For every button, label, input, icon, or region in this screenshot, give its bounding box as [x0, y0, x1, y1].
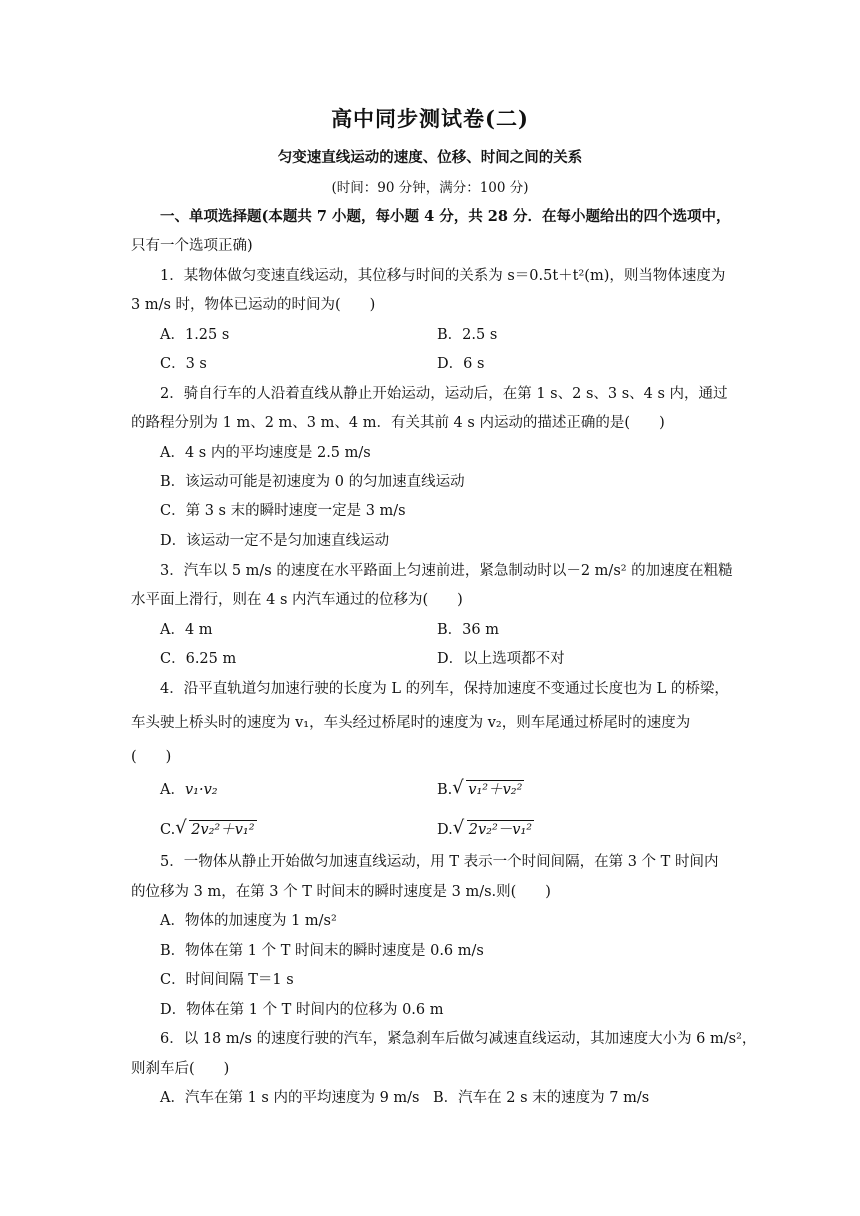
- q2-line2: 的路程分别为 1 m、2 m、3 m、4 m．有关其前 4 s 内运动的描述正确的是( ): [131, 415, 665, 431]
- q3-option-a: A．4 m: [160, 622, 213, 638]
- section-heading-line2: 只有一个选项正确): [131, 238, 253, 254]
- q4-line2: 车头驶上桥头时的速度为 v₁，车头经过桥尾时的速度为 v₂，则车尾通过桥尾时的速度为: [131, 715, 691, 731]
- q4-option-d-label: D.: [437, 822, 453, 838]
- q5-option-d: D．物体在第 1 个 T 时间内的位移为 0.6 m: [160, 1002, 444, 1018]
- q2-option-b: B．该运动可能是初速度为 0 的匀加速直线运动: [160, 474, 465, 490]
- q5-line2: 的位移为 3 m，在第 3 个 T 时间末的瞬时速度是 3 m/s.则( ): [131, 884, 551, 900]
- section-heading-line1: 一、单项选择题(本题共 7 小题，每小题 4 分，共 28 分．在每小题给出的四个选项中，: [160, 208, 731, 225]
- q2-option-d: D．该运动一定不是匀加速直线运动: [160, 533, 390, 549]
- page-title: 高中同步测试卷(二): [331, 106, 529, 131]
- q5-option-c: C．时间间隔 T＝1 s: [160, 972, 294, 988]
- q3-line2: 水平面上滑行，则在 4 s 内汽车通过的位移为( ): [131, 592, 463, 608]
- q4-option-a: [160, 780, 218, 800]
- q6-option-a: A．汽车在第 1 s 内的平均速度为 9 m/s: [160, 1090, 420, 1106]
- q2-option-a: A．4 s 内的平均速度是 2.5 m/s: [160, 445, 371, 461]
- q4-option-a-expr: v₁·v₂: [184, 782, 218, 798]
- q5-option-a: A．物体的加速度为 1 m/s²: [160, 913, 337, 929]
- sqrt-icon: √ 2v₂²－v₁²: [452, 817, 533, 838]
- q1-line1: 1．某物体做匀变速直线运动，其位移与时间的关系为 s＝0.5t＋t²(m)，则当物体速度为: [160, 268, 726, 284]
- sqrt-icon: √ 2v₂²＋v₁²: [175, 817, 255, 838]
- q4-option-d: [437, 817, 534, 840]
- q1-option-a: A．1.25 s: [160, 327, 230, 343]
- q4-line3: ( ): [131, 749, 172, 765]
- q3-option-b: B．36 m: [437, 622, 499, 638]
- q5-option-b: B．物体在第 1 个 T 时间末的瞬时速度是 0.6 m/s: [160, 943, 484, 959]
- q6-line2: 则刹车后( ): [131, 1061, 230, 1077]
- sqrt-icon: √ v₁²＋v₂²: [452, 777, 523, 798]
- q3-option-c: C．6.25 m: [160, 651, 237, 667]
- q2-option-c: C．第 3 s 末的瞬时速度一定是 3 m/s: [160, 503, 406, 519]
- q4-option-c-expr: 2v₂²＋v₁²: [191, 822, 255, 838]
- q3-line1: 3．汽车以 5 m/s 的速度在水平路面上匀速前进，紧急制动时以－2 m/s² 的加速度在粗糙: [160, 563, 733, 579]
- time-info: (时间：90 分钟，满分：100 分): [331, 180, 529, 196]
- q6-line1: 6．以 18 m/s 的速度行驶的汽车，紧急刹车后做匀减速直线运动，其加速度大小为 6 m/s²，: [160, 1031, 757, 1047]
- q1-option-d: D．6 s: [437, 356, 485, 372]
- q4-option-c: [160, 817, 257, 840]
- q4-option-d-expr: 2v₂²－v₁²: [468, 822, 533, 838]
- section-heading: [160, 207, 731, 227]
- page-subtitle: 匀变速直线运动的速度、位移、时间之间的关系: [277, 149, 583, 166]
- q4-option-b: [437, 777, 524, 800]
- q2-line1: 2．骑自行车的人沿着直线从静止开始运动，运动后，在第 1 s、2 s、3 s、4 s 内，通过: [160, 386, 728, 402]
- q4-line1: 4．沿平直轨道匀加速行驶的长度为 L 的列车，保持加速度不变通过长度也为 L 的桥梁，: [160, 681, 729, 697]
- q1-option-b: B．2.5 s: [437, 327, 498, 343]
- q1-line2: 3 m/s 时，物体已运动的时间为( ): [131, 297, 376, 313]
- q6-option-b: B．汽车在 2 s 末的速度为 7 m/s: [433, 1090, 650, 1106]
- q4-option-a-label: A．: [160, 782, 185, 798]
- q1-option-c: C．3 s: [160, 356, 207, 372]
- q4-option-b-label: B.: [437, 782, 453, 798]
- q3-option-d: D．以上选项都不对: [437, 651, 565, 667]
- q4-option-c-label: C.: [160, 822, 176, 838]
- q5-line1: 5．一物体从静止开始做匀加速直线运动，用 T 表示一个时间间隔，在第 3 个 T 时间内: [160, 854, 719, 870]
- q4-option-b-expr: v₁²＋v₂²: [468, 782, 523, 798]
